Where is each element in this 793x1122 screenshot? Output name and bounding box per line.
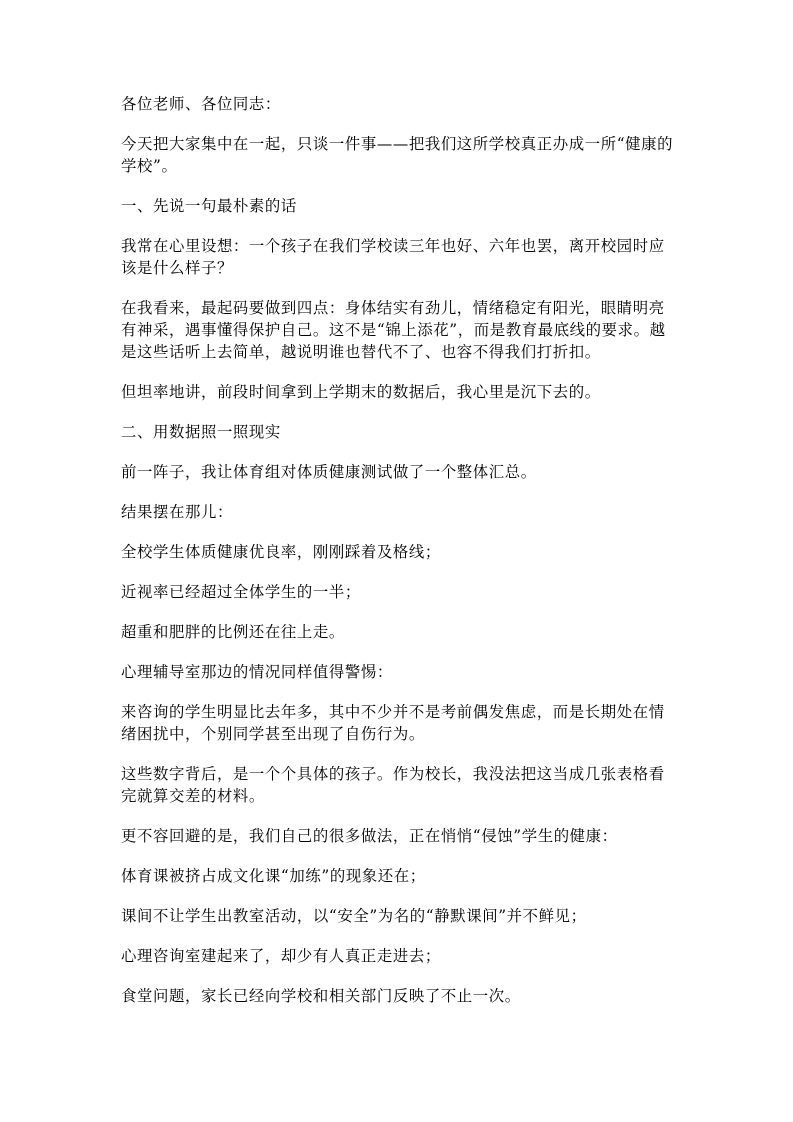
paragraph: 来咨询的学生明显比去年多，其中不少并不是考前偶发焦虑，而是长期处在情绪困扰中，个别同学甚至出现了自伤行为。 xyxy=(121,703,665,743)
list-item: 心理咨询室建起来了，却少有人真正走进去； xyxy=(121,947,441,965)
section-heading-1: 一、先说一句最朴素的话 xyxy=(121,197,297,215)
list-item: 近视率已经超过全体学生的一半； xyxy=(121,583,361,601)
paragraph: 在我看来，最起码要做到四点：身体结实有劲儿，情绪稳定有阳光，眼睛明亮有神采，遇事懂得保护自己。这不是“锦上添花”，而是教育最底线的要求。越是这些话听上去简单，越说明谁也替代不了、也容不得我们打折扣。 xyxy=(121,299,666,361)
list-item: 体育课被挤占成文化课“加练”的现象还在； xyxy=(121,867,426,885)
paragraph: 但坦率地讲，前段时间拿到上学期末的数据后，我心里是沉下去的。 xyxy=(121,383,601,401)
paragraph: 结果摆在那儿： xyxy=(121,503,233,521)
section-heading-2: 二、用数据照一照现实 xyxy=(121,423,281,441)
list-item: 课间不让学生出教室活动，以“安全”为名的“静默课间”并不鲜见； xyxy=(121,907,587,925)
paragraph-opening: 今天把大家集中在一起，只谈一件事——把我们这所学校真正办成一所“健康的学校”。 xyxy=(121,135,674,175)
list-item: 超重和肥胖的比例还在往上走。 xyxy=(121,623,345,641)
paragraph: 这些数字背后，是一个个具体的孩子。作为校长，我没法把这当成几张表格看完就算交差的材料。 xyxy=(121,765,665,805)
paragraph: 心理辅导室那边的情况同样值得警惕： xyxy=(121,663,393,681)
list-item: 食堂问题，家长已经向学校和相关部门反映了不止一次。 xyxy=(121,987,521,1005)
document-page xyxy=(121,93,677,1025)
list-item: 全校学生体质健康优良率，刚刚踩着及格线； xyxy=(121,543,441,561)
paragraph: 我常在心里设想：一个孩子在我们学校读三年也好、六年也罢，离开校园时应该是什么样子？ xyxy=(121,237,665,277)
paragraph: 更不容回避的是，我们自己的很多做法，正在悄悄“侵蚀”学生的健康： xyxy=(121,827,618,845)
paragraph: 前一阵子，我让体育组对体质健康测试做了一个整体汇总。 xyxy=(121,463,537,481)
salutation: 各位老师、各位同志： xyxy=(121,95,281,113)
